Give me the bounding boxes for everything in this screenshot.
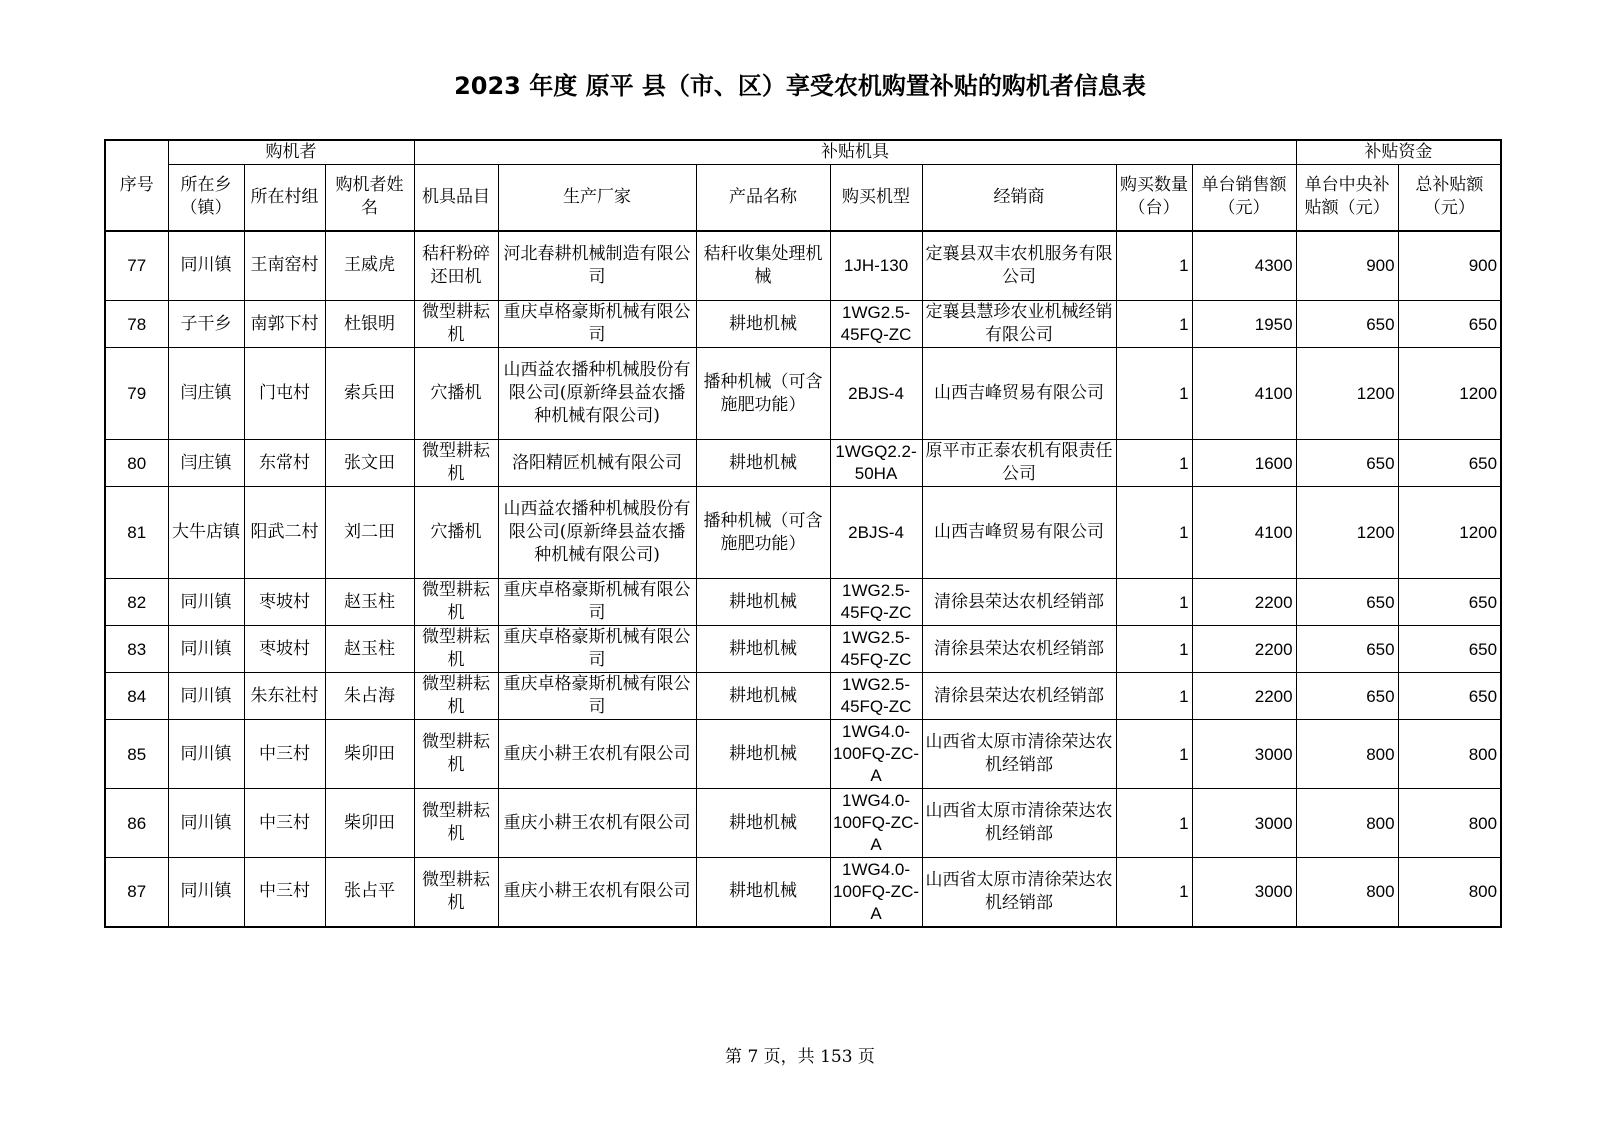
cell-seq: 84 [105, 673, 168, 720]
cell-dealer: 清徐县荣达农机经销部 [922, 579, 1116, 626]
cell-total: 1200 [1398, 348, 1501, 440]
cell-seq: 85 [105, 720, 168, 789]
cell-central: 650 [1296, 440, 1398, 487]
table-row [105, 231, 1501, 301]
table-header [105, 140, 1501, 231]
cell-price: 4100 [1192, 487, 1296, 579]
cell-total: 650 [1398, 673, 1501, 720]
header-village: 所在村组 [244, 165, 325, 231]
cell-category: 微型耕耘机 [414, 858, 498, 927]
cell-product: 播种机械（可含施肥功能） [696, 348, 830, 440]
cell-dealer: 清徐县荣达农机经销部 [922, 626, 1116, 673]
table-row [105, 487, 1501, 579]
cell-township: 同川镇 [168, 789, 244, 858]
cell-township: 同川镇 [168, 720, 244, 789]
cell-qty: 1 [1116, 579, 1192, 626]
cell-manufacturer: 重庆小耕王农机有限公司 [498, 720, 696, 789]
header-group-machine: 补贴机具 [414, 140, 1296, 165]
cell-dealer: 山西吉峰贸易有限公司 [922, 348, 1116, 440]
cell-seq: 86 [105, 789, 168, 858]
cell-total: 650 [1398, 301, 1501, 348]
cell-buyer: 赵玉柱 [325, 579, 414, 626]
cell-township: 同川镇 [168, 579, 244, 626]
cell-village: 门屯村 [244, 348, 325, 440]
header-seq: 序号 [105, 140, 168, 231]
cell-total: 1200 [1398, 487, 1501, 579]
cell-buyer: 朱占海 [325, 673, 414, 720]
cell-product: 耕地机械 [696, 579, 830, 626]
cell-total: 800 [1398, 720, 1501, 789]
cell-product: 秸秆收集处理机械 [696, 231, 830, 301]
cell-price: 1950 [1192, 301, 1296, 348]
cell-township: 闫庄镇 [168, 440, 244, 487]
header-buyer-name: 购机者姓名 [325, 165, 414, 231]
cell-qty: 1 [1116, 720, 1192, 789]
header-manufacturer: 生产厂家 [498, 165, 696, 231]
cell-central: 800 [1296, 720, 1398, 789]
cell-dealer: 原平市正泰农机有限责任公司 [922, 440, 1116, 487]
cell-dealer: 定襄县双丰农机服务有限公司 [922, 231, 1116, 301]
cell-manufacturer: 重庆卓格豪斯机械有限公司 [498, 626, 696, 673]
cell-central: 650 [1296, 301, 1398, 348]
cell-product: 播种机械（可含施肥功能） [696, 487, 830, 579]
cell-buyer: 杜银明 [325, 301, 414, 348]
cell-qty: 1 [1116, 348, 1192, 440]
cell-product: 耕地机械 [696, 626, 830, 673]
cell-manufacturer: 重庆卓格豪斯机械有限公司 [498, 673, 696, 720]
cell-buyer: 刘二田 [325, 487, 414, 579]
cell-buyer: 王威虎 [325, 231, 414, 301]
cell-dealer: 山西吉峰贸易有限公司 [922, 487, 1116, 579]
cell-model: 2BJS-4 [830, 487, 922, 579]
cell-dealer: 山西省太原市清徐荣达农机经销部 [922, 789, 1116, 858]
cell-central: 650 [1296, 673, 1398, 720]
cell-category: 穴播机 [414, 487, 498, 579]
table-row [105, 789, 1501, 858]
cell-seq: 78 [105, 301, 168, 348]
header-model: 购买机型 [830, 165, 922, 231]
page-footer: 第 7 页，共 153 页 [725, 1047, 875, 1067]
cell-qty: 1 [1116, 789, 1192, 858]
header-dealer: 经销商 [922, 165, 1116, 231]
cell-model: 1WG2.5-45FQ-ZC [830, 626, 922, 673]
cell-manufacturer: 山西益农播种机械股份有限公司(原新绛县益农播种机械有限公司) [498, 487, 696, 579]
cell-village: 王南窑村 [244, 231, 325, 301]
table-row [105, 579, 1501, 626]
cell-central: 900 [1296, 231, 1398, 301]
cell-township: 同川镇 [168, 231, 244, 301]
cell-buyer: 柴卯田 [325, 789, 414, 858]
cell-seq: 82 [105, 579, 168, 626]
cell-category: 穴播机 [414, 348, 498, 440]
header-group-fund: 补贴资金 [1296, 140, 1501, 165]
cell-price: 2200 [1192, 579, 1296, 626]
cell-manufacturer: 山西益农播种机械股份有限公司(原新绛县益农播种机械有限公司) [498, 348, 696, 440]
cell-category: 微型耕耘机 [414, 579, 498, 626]
cell-manufacturer: 重庆小耕王农机有限公司 [498, 789, 696, 858]
cell-central: 800 [1296, 789, 1398, 858]
cell-price: 4100 [1192, 348, 1296, 440]
cell-township: 同川镇 [168, 673, 244, 720]
cell-product: 耕地机械 [696, 673, 830, 720]
cell-category: 微型耕耘机 [414, 626, 498, 673]
cell-dealer: 定襄县慧珍农业机械经销有限公司 [922, 301, 1116, 348]
cell-central: 650 [1296, 579, 1398, 626]
cell-price: 3000 [1192, 789, 1296, 858]
header-group-buyer: 购机者 [168, 140, 414, 165]
cell-model: 1WGQ2.2-50HA [830, 440, 922, 487]
cell-price: 2200 [1192, 673, 1296, 720]
cell-total: 800 [1398, 858, 1501, 927]
cell-qty: 1 [1116, 440, 1192, 487]
cell-total: 650 [1398, 440, 1501, 487]
cell-manufacturer: 重庆卓格豪斯机械有限公司 [498, 579, 696, 626]
cell-category: 微型耕耘机 [414, 440, 498, 487]
cell-category: 微型耕耘机 [414, 301, 498, 348]
cell-buyer: 张文田 [325, 440, 414, 487]
cell-seq: 81 [105, 487, 168, 579]
cell-buyer: 张占平 [325, 858, 414, 927]
cell-price: 4300 [1192, 231, 1296, 301]
cell-total: 650 [1398, 626, 1501, 673]
cell-township: 子干乡 [168, 301, 244, 348]
cell-qty: 1 [1116, 626, 1192, 673]
cell-qty: 1 [1116, 231, 1192, 301]
cell-township: 同川镇 [168, 858, 244, 927]
cell-manufacturer: 河北春耕机械制造有限公司 [498, 231, 696, 301]
cell-model: 1WG2.5-45FQ-ZC [830, 579, 922, 626]
cell-model: 1WG2.5-45FQ-ZC [830, 301, 922, 348]
cell-village: 枣坡村 [244, 626, 325, 673]
cell-total: 650 [1398, 579, 1501, 626]
cell-seq: 87 [105, 858, 168, 927]
cell-model: 1WG4.0-100FQ-ZC-A [830, 858, 922, 927]
buyer-info-table [104, 139, 1502, 928]
cell-manufacturer: 洛阳精匠机械有限公司 [498, 440, 696, 487]
header-township: 所在乡（镇） [168, 165, 244, 231]
cell-category: 微型耕耘机 [414, 720, 498, 789]
cell-total: 900 [1398, 231, 1501, 301]
cell-central: 800 [1296, 858, 1398, 927]
cell-dealer: 清徐县荣达农机经销部 [922, 673, 1116, 720]
cell-manufacturer: 重庆卓格豪斯机械有限公司 [498, 301, 696, 348]
cell-total: 800 [1398, 789, 1501, 858]
cell-village: 枣坡村 [244, 579, 325, 626]
cell-village: 朱东社村 [244, 673, 325, 720]
cell-central: 1200 [1296, 487, 1398, 579]
cell-buyer: 索兵田 [325, 348, 414, 440]
cell-village: 中三村 [244, 789, 325, 858]
cell-seq: 79 [105, 348, 168, 440]
header-product: 产品名称 [696, 165, 830, 231]
header-total-subsidy: 总补贴额（元） [1398, 165, 1501, 231]
cell-manufacturer: 重庆小耕王农机有限公司 [498, 858, 696, 927]
cell-category: 微型耕耘机 [414, 789, 498, 858]
header-category: 机具品目 [414, 165, 498, 231]
cell-model: 2BJS-4 [830, 348, 922, 440]
cell-model: 1WG4.0-100FQ-ZC-A [830, 789, 922, 858]
cell-seq: 83 [105, 626, 168, 673]
page-title: 2023 年度 原平 县（市、区）享受农机购置补贴的购机者信息表 [454, 72, 1146, 100]
header-qty: 购买数量（台） [1116, 165, 1192, 231]
cell-category: 秸秆粉碎还田机 [414, 231, 498, 301]
cell-village: 中三村 [244, 858, 325, 927]
cell-model: 1WG2.5-45FQ-ZC [830, 673, 922, 720]
cell-township: 大牛店镇 [168, 487, 244, 579]
cell-model: 1JH-130 [830, 231, 922, 301]
cell-product: 耕地机械 [696, 301, 830, 348]
table-row [105, 720, 1501, 789]
cell-price: 2200 [1192, 626, 1296, 673]
cell-model: 1WG4.0-100FQ-ZC-A [830, 720, 922, 789]
cell-village: 东常村 [244, 440, 325, 487]
cell-village: 中三村 [244, 720, 325, 789]
cell-qty: 1 [1116, 301, 1192, 348]
table-row [105, 673, 1501, 720]
cell-qty: 1 [1116, 673, 1192, 720]
cell-township: 同川镇 [168, 626, 244, 673]
cell-category: 微型耕耘机 [414, 673, 498, 720]
table-row [105, 858, 1501, 927]
table-row [105, 301, 1501, 348]
cell-product: 耕地机械 [696, 720, 830, 789]
cell-product: 耕地机械 [696, 858, 830, 927]
cell-product: 耕地机械 [696, 440, 830, 487]
header-central-subsidy: 单台中央补贴额（元） [1296, 165, 1398, 231]
cell-village: 阳武二村 [244, 487, 325, 579]
cell-product: 耕地机械 [696, 789, 830, 858]
cell-dealer: 山西省太原市清徐荣达农机经销部 [922, 720, 1116, 789]
table-row [105, 348, 1501, 440]
cell-central: 650 [1296, 626, 1398, 673]
cell-buyer: 赵玉柱 [325, 626, 414, 673]
cell-seq: 80 [105, 440, 168, 487]
cell-village: 南郭下村 [244, 301, 325, 348]
cell-buyer: 柴卯田 [325, 720, 414, 789]
cell-price: 1600 [1192, 440, 1296, 487]
table-row [105, 440, 1501, 487]
cell-seq: 77 [105, 231, 168, 301]
cell-central: 1200 [1296, 348, 1398, 440]
cell-township: 闫庄镇 [168, 348, 244, 440]
cell-price: 3000 [1192, 858, 1296, 927]
cell-qty: 1 [1116, 487, 1192, 579]
cell-price: 3000 [1192, 720, 1296, 789]
cell-qty: 1 [1116, 858, 1192, 927]
table-row [105, 626, 1501, 673]
cell-dealer: 山西省太原市清徐荣达农机经销部 [922, 858, 1116, 927]
header-unit-price: 单台销售额（元） [1192, 165, 1296, 231]
